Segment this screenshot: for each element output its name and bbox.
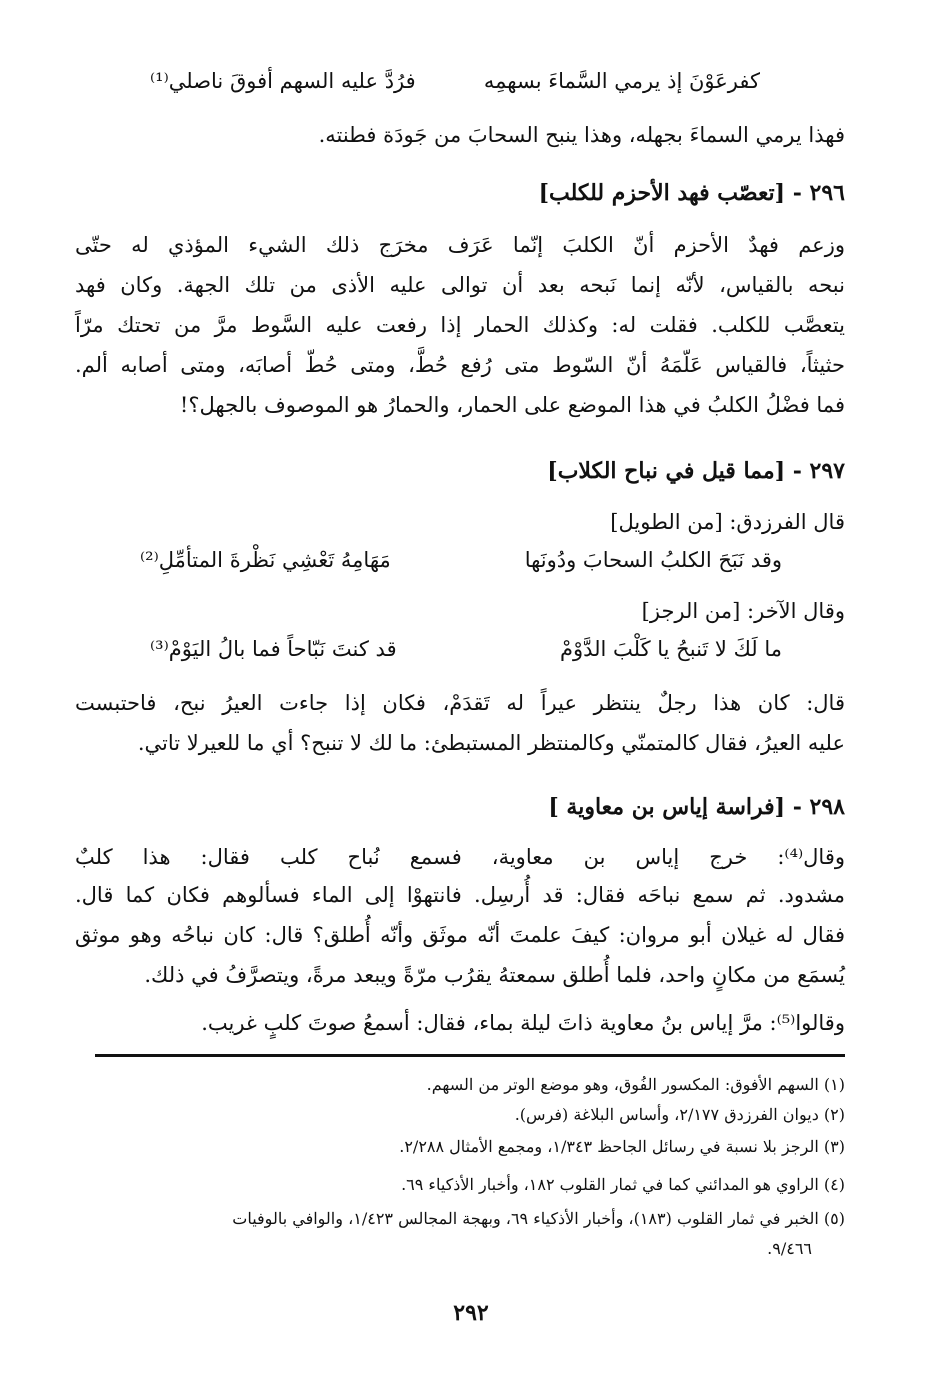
section-heading: ٢٩٧ - [مما قيل في نباح الكلاب]: [547, 458, 845, 484]
page-number: ٢٩٢: [453, 1300, 489, 1326]
footnote: (٢) ديوان الفرزدق ٢/١٧٧، وأساس البلاغة (فرس).: [514, 1105, 845, 1124]
paragraph-line: فما فضْلُ الكلبُ في هذا الموضع على الحمار، والحمارُ هو الموصوف بالجهل؟!: [179, 393, 845, 417]
section-heading: ٢٩٨ - [فراسة إياس بن معاوية ]: [548, 794, 845, 820]
paragraph-line: فقال له غيلان أبو مروان: كيفَ علمتَ أنّه موثَق وأنّه أُطلق؟ قال: كان نباحُه وهو موثق: [75, 923, 845, 947]
footnote: (٣) الرجز بلا نسبة في رسائل الجاحظ ١/٣٤٣، ومجمع الأمثال ٢/٢٨٨.: [399, 1137, 845, 1156]
paragraph-line: قال: كان هذا رجلٌ ينتظر عيراً له تَقدَمْ، فكان إذا جاءت العيرُ نبح، فاحتبست: [75, 691, 845, 715]
paragraph-line: فهذا يرمي السماءَ بجهله، وهذا ينبح السحابَ من جَودَة فطنته.: [318, 123, 845, 147]
paragraph-line: حثيثاً، فالقياس عَلّمَهُ أنّ السّوط متى رُفع حُطَّ، ومتى حُطّ أصابَه، ومتى أصابه ألم.: [75, 353, 845, 377]
verse-hemistich: ما لَكَ لا تَنبحُ يا كَلْبَ الدَّوْمْ: [559, 637, 782, 661]
verse-hemistich: قد كنتَ نَبّاحاً فما بالُ اليَوْمْ⁽³⁾: [150, 637, 397, 661]
verse-hemistich: وقد نَبَحَ الكلبُ السحابَ ودُونَها: [524, 548, 782, 572]
paragraph-line: عليه العيرُ، فقال كالمتمنّي وكالمنتظر المستبطئ: ما لك لا تنبح؟ أي ما للعيرلا تاتي.: [137, 731, 845, 755]
verse-hemistich: مَهَامِهُ تَعْشِي نَظْرةَ المتأمِّلِ⁽²⁾: [140, 548, 391, 572]
footnote-divider: [95, 1054, 845, 1057]
poet-attribution: قال الفرزدق: [من الطويل]: [610, 510, 845, 534]
paragraph-line: يتعصَّب للكلب. فقلت له: وكذلك الحمار إذا رفعت عليه السَّوط مرَّ من تحتك مرّاً: [75, 313, 845, 337]
paragraph-line: وقال⁽⁴⁾: خرج إياس بن معاوية، فسمع نُباح كلب فقال: هذا كلبٌ: [75, 845, 845, 869]
footnote: (٥) الخبر في ثمار القلوب (١٨٣)، وأخبار الأذكياء ٦٩، وبهجة المجالس ١/٤٢٣، والوافي بالوفيات: [232, 1209, 845, 1228]
verse-hemistich: كفرعَوْنَ إذ يرمي السَّماءَ بسهمِه: [483, 69, 760, 93]
section-heading: ٢٩٦ - [تعصّب فهد الأحزم للكلب]: [538, 180, 845, 206]
footnote: (٤) الراوي هو المدائني كما في ثمار القلوب ١٨٢، وأخبار الأذكياء ٦٩.: [401, 1175, 845, 1194]
footnote: (١) السهم الأفوق: المكسور الفُوق، وهو موضع الوتر من السهم.: [426, 1075, 845, 1094]
paragraph-line: نبحه بالقياس، لأنّه إنما نَبحه بعد أن توالى عليه الأذى من تلك الجهة. وكان فهد: [75, 273, 845, 297]
poet-attribution: وقال الآخر: [من الرجز]: [641, 599, 845, 623]
verse-hemistich: فرُدَّ عليه السهم أفوقَ ناصلي⁽¹⁾: [150, 69, 416, 93]
paragraph-line: وقالوا⁽⁵⁾: مرَّ إياس بنُ معاوية ذاتَ ليلة بماء، فقال: أسمعُ صوتَ كلبٍ غريب.: [201, 1011, 845, 1035]
paragraph-line: وزعم فهدٌ الأحزم أنّ الكلبَ إنّما عَرَف مخرَج ذلك الشيء المؤذي له حتّى: [75, 233, 845, 257]
paragraph-line: يُسمَع من مكانٍ واحد، فلما أُطلق سمعتهُ يقرُب مرّةً ويبعد مرةً، ويتصرَّفُ في ذلك.: [144, 963, 845, 987]
paragraph-line: مشدود. ثم سمع نباحَه فقال: قد أُرسِل. فانتهوْا إلى الماء فسألوهم فكان كما قال.: [75, 883, 845, 907]
footnote-continuation: ٩/٤٦٦.: [767, 1239, 812, 1258]
